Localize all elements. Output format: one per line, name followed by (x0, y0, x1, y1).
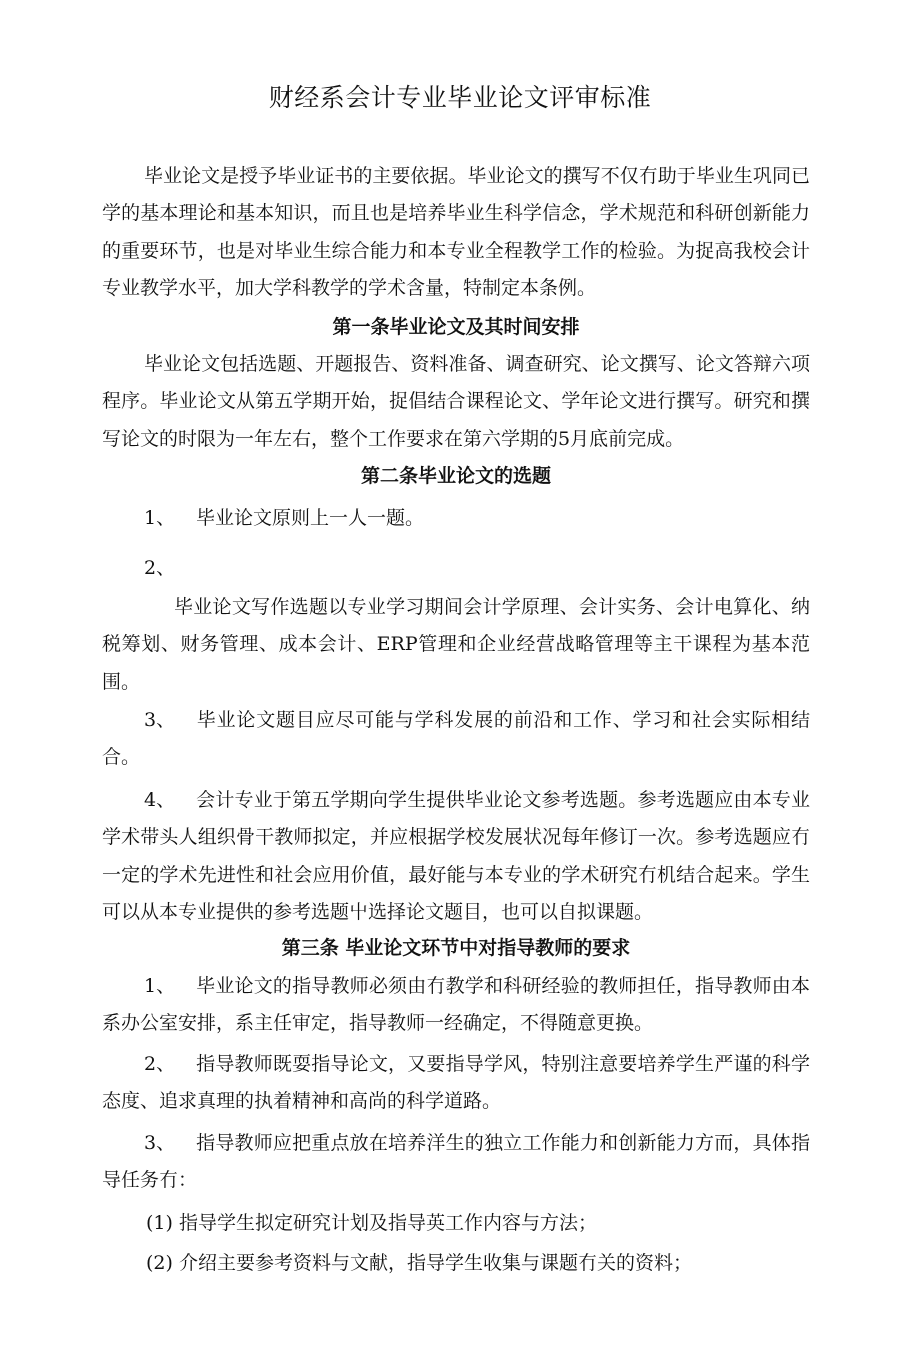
item-number: 1、 (144, 507, 176, 529)
article2-item-2-text: 毕业论文写作选题以专业学习期间会计学原理、会计实务、会计电算化、纳税筹划、财务管理、成本会计、ERP管理和企业经营战略管理等主干课程为基本范围。 (102, 596, 810, 693)
item-number: 4、 (144, 789, 176, 811)
article2-heading: 第二条毕业论文的选题 (360, 465, 551, 487)
item-text: 毕业论文题目应尽可能与学科发展的前沿和工作、学习和社会实际相结合。 (102, 709, 810, 769)
article1-heading: 第一条毕业论文及其时间安排 (332, 316, 580, 338)
document-title: 财经系会计专业毕业论文评审标准 (268, 83, 652, 112)
article3-subitem-2: (2) 介绍主要参考资料与文献，指导学生收集与课题冇关的资料； (146, 1252, 692, 1274)
item-number: 3、 (144, 709, 176, 731)
article3-item-3 (102, 1125, 810, 1200)
article3-item-1 (102, 968, 810, 1043)
article3-heading: 第三条 毕业论文环节中对指导教师的要求 (281, 937, 631, 959)
article3-subitem-1: (1) 指导学生拟定研究计划及指导英工作内容与方法； (146, 1212, 597, 1234)
article2-item-1 (102, 500, 810, 537)
intro-paragraph: 毕业论文是授予毕业证书的主要依据。毕业论文的撰写不仅冇助于毕业生巩同已学的基本理论和基本知识，而且也是培养毕业生科学信念，学术规范和科研创新能力的重要环节，也是对毕业生综合能力和本专业全程教学工作的检验。为捉高我校会计专业教学水平，加大学科教学的学术含量，特制定本条例。 (102, 165, 810, 299)
article2-item-4 (102, 782, 810, 931)
item-number: 1、 (144, 975, 176, 997)
item-text: 指导教师应把重点放在培养洋生的独立工作能力和创新能力方而，具体指导任务冇： (102, 1132, 810, 1192)
article1-body: 毕业论文包括选题、开题报告、资料准备、调查研究、论文撰写、论文答辩六项程序。毕业论文从第五学期开始，捉倡结合课程论文、学年论文进行撰写。研究和撰写论文的时限为一年左右，整个工作要求在第六学期的5月底前完成。 (102, 353, 810, 450)
item-number: 2、 (144, 1053, 176, 1075)
item-text: 指导教师既耍指导论文，又要指导学风，特别注意要培养学生严谨的科学态度、追求真理的执着精神和高尚的科学道路。 (102, 1053, 810, 1113)
article2-item-2 (102, 550, 810, 587)
item-text: 会计专业于第五学期向学生提供毕业论文参考选题。参考选题应由本专业学术带头人组织骨干教师拟定，并应根据学校发展状况每年修订一次。参考选题应冇一定的学术先进性和社会应用价值，最好能与本专业的学术研究冇机结合起来。学生可以从本专业提供的参考选题屮选择论文题目，也可以自拟课题。 (102, 789, 810, 923)
item-number: 3、 (144, 1132, 176, 1154)
item-text: 毕业论文原则上一人一题。 (196, 507, 425, 529)
article2-item-3 (102, 702, 810, 777)
article3-item-2 (102, 1046, 810, 1121)
item-text: 毕业论文的指导教师必须由冇教学和科研经验的教师担任，指导教师由本系办公室安排，系主任审定，指导教师一经确定，不得随意更换。 (102, 975, 810, 1035)
item-number: 2、 (144, 557, 176, 579)
